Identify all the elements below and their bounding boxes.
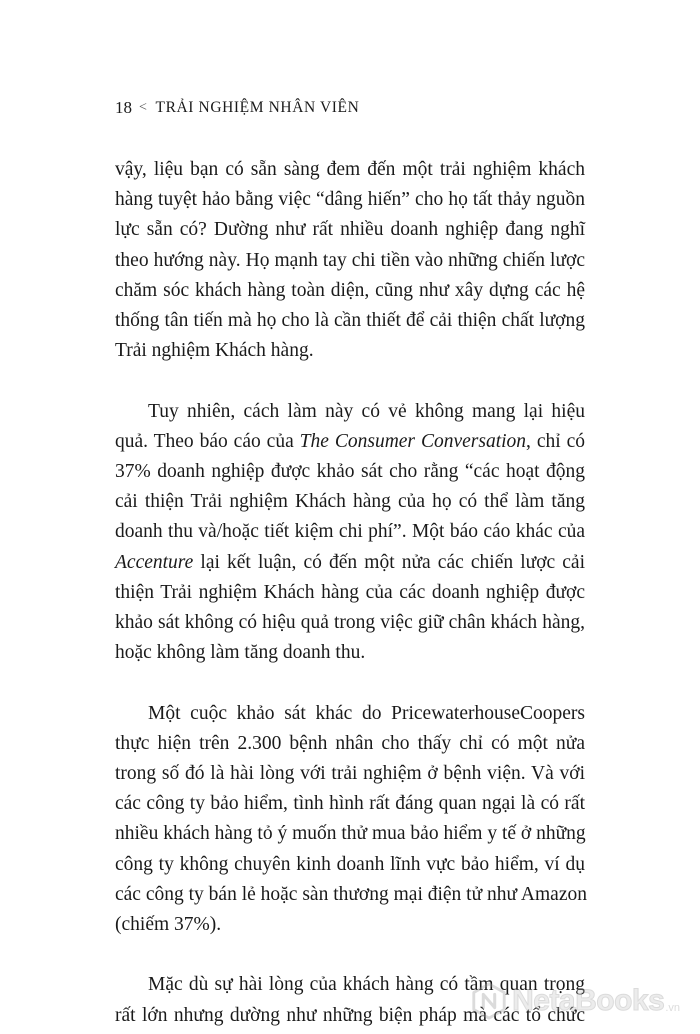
running-head: [115, 98, 359, 118]
text-line: cải thiện Trải nghiệm Khách hàng của họ có thể làm tăng: [115, 491, 585, 513]
text-line: Một cuộc khảo sát khác do PricewaterhouseCoopers: [148, 702, 585, 724]
text-line: các công ty bảo hiểm, tình hình rất đáng quan ngại là có rất: [115, 793, 585, 815]
text-line: Tuy nhiên, cách làm này có vẻ không mang lại hiệu: [148, 400, 585, 422]
text-line: (chiếm 37%).: [115, 914, 222, 936]
text-line: vậy, liệu bạn có sẵn sàng đem đến một trải nghiệm khách: [115, 159, 585, 180]
text-line: nhiều khách hàng tỏ ý muốn thử mua bảo hiểm y tế ở những: [115, 823, 586, 845]
text-line: thiện Trải nghiệm Khách hàng của các doanh nghiệp được: [115, 581, 585, 603]
source-title-consumer-conversation: The Consumer Conversation: [299, 430, 527, 452]
text-run: , chỉ có: [526, 430, 585, 452]
page-number: 18: [115, 98, 132, 117]
text-line: trong số đó là hài lòng với trải nghiệm ở bệnh viện. Và với: [115, 763, 585, 785]
text-line: thực hiện trên 2.300 bệnh nhân cho thấy chỉ có một nửa: [115, 732, 585, 754]
text-line: các công ty bán lẻ hoặc sàn thương mại điện tử như Amazon: [115, 883, 587, 905]
text-run: quả. Theo báo cáo của: [115, 430, 300, 452]
text-line: hàng tuyệt hảo bằng việc “dâng hiến” cho họ tất thảy nguồn: [115, 189, 585, 211]
source-title-accenture: Accenture: [115, 551, 194, 573]
text-line: [115, 548, 585, 578]
text-line: doanh thu và/hoặc tiết kiệm chi phí”. Một báo cáo khác của: [115, 521, 585, 543]
text-line: thống tân tiến mà họ cho là cần thiết để cải thiện chất lượng: [115, 310, 585, 332]
text-line: chăm sóc khách hàng toàn diện, cũng như xây dựng các hệ: [115, 279, 585, 301]
watermark: [470, 982, 680, 1020]
text-line: [115, 427, 585, 457]
watermark-suffix: .vn: [665, 1002, 680, 1014]
body-text: [115, 155, 585, 1031]
netabooks-logo-icon: [470, 982, 508, 1020]
text-line: Mặc dù sự hài lòng của khách hàng có tầm quan trọng: [148, 974, 585, 996]
paragraph-1: [115, 155, 585, 366]
separator-chevron-icon: <: [139, 100, 148, 115]
watermark-brand: NetaBooks: [512, 984, 665, 1017]
text-line: lực sẵn có? Dường như rất nhiều doanh nghiệp đang nghĩ: [115, 219, 585, 241]
text-line: rất lớn nhưng dường như những biện pháp mà các tổ chức: [115, 1004, 585, 1026]
text-line: Trải nghiệm Khách hàng.: [115, 340, 314, 362]
text-line: công ty không chuyên kinh doanh lĩnh vực bảo hiểm, ví dụ: [115, 853, 585, 875]
text-line: hoặc không làm tăng doanh thu.: [115, 642, 366, 664]
paragraph-3: [115, 699, 585, 941]
text-line: 37% doanh nghiệp được khảo sát cho rằng “các hoạt động: [115, 461, 585, 483]
running-title: TRẢI NGHIỆM NHÂN VIÊN: [155, 99, 360, 116]
text-line: theo hướng này. Họ mạnh tay chi tiền vào những chiến lược: [115, 249, 585, 271]
text-run: lại kết luận, có đến một nửa các chiến lược cải: [193, 551, 585, 573]
text-line: khảo sát không có hiệu quả trong việc giữ chân khách hàng,: [115, 612, 585, 634]
paragraph-2: [115, 397, 585, 669]
